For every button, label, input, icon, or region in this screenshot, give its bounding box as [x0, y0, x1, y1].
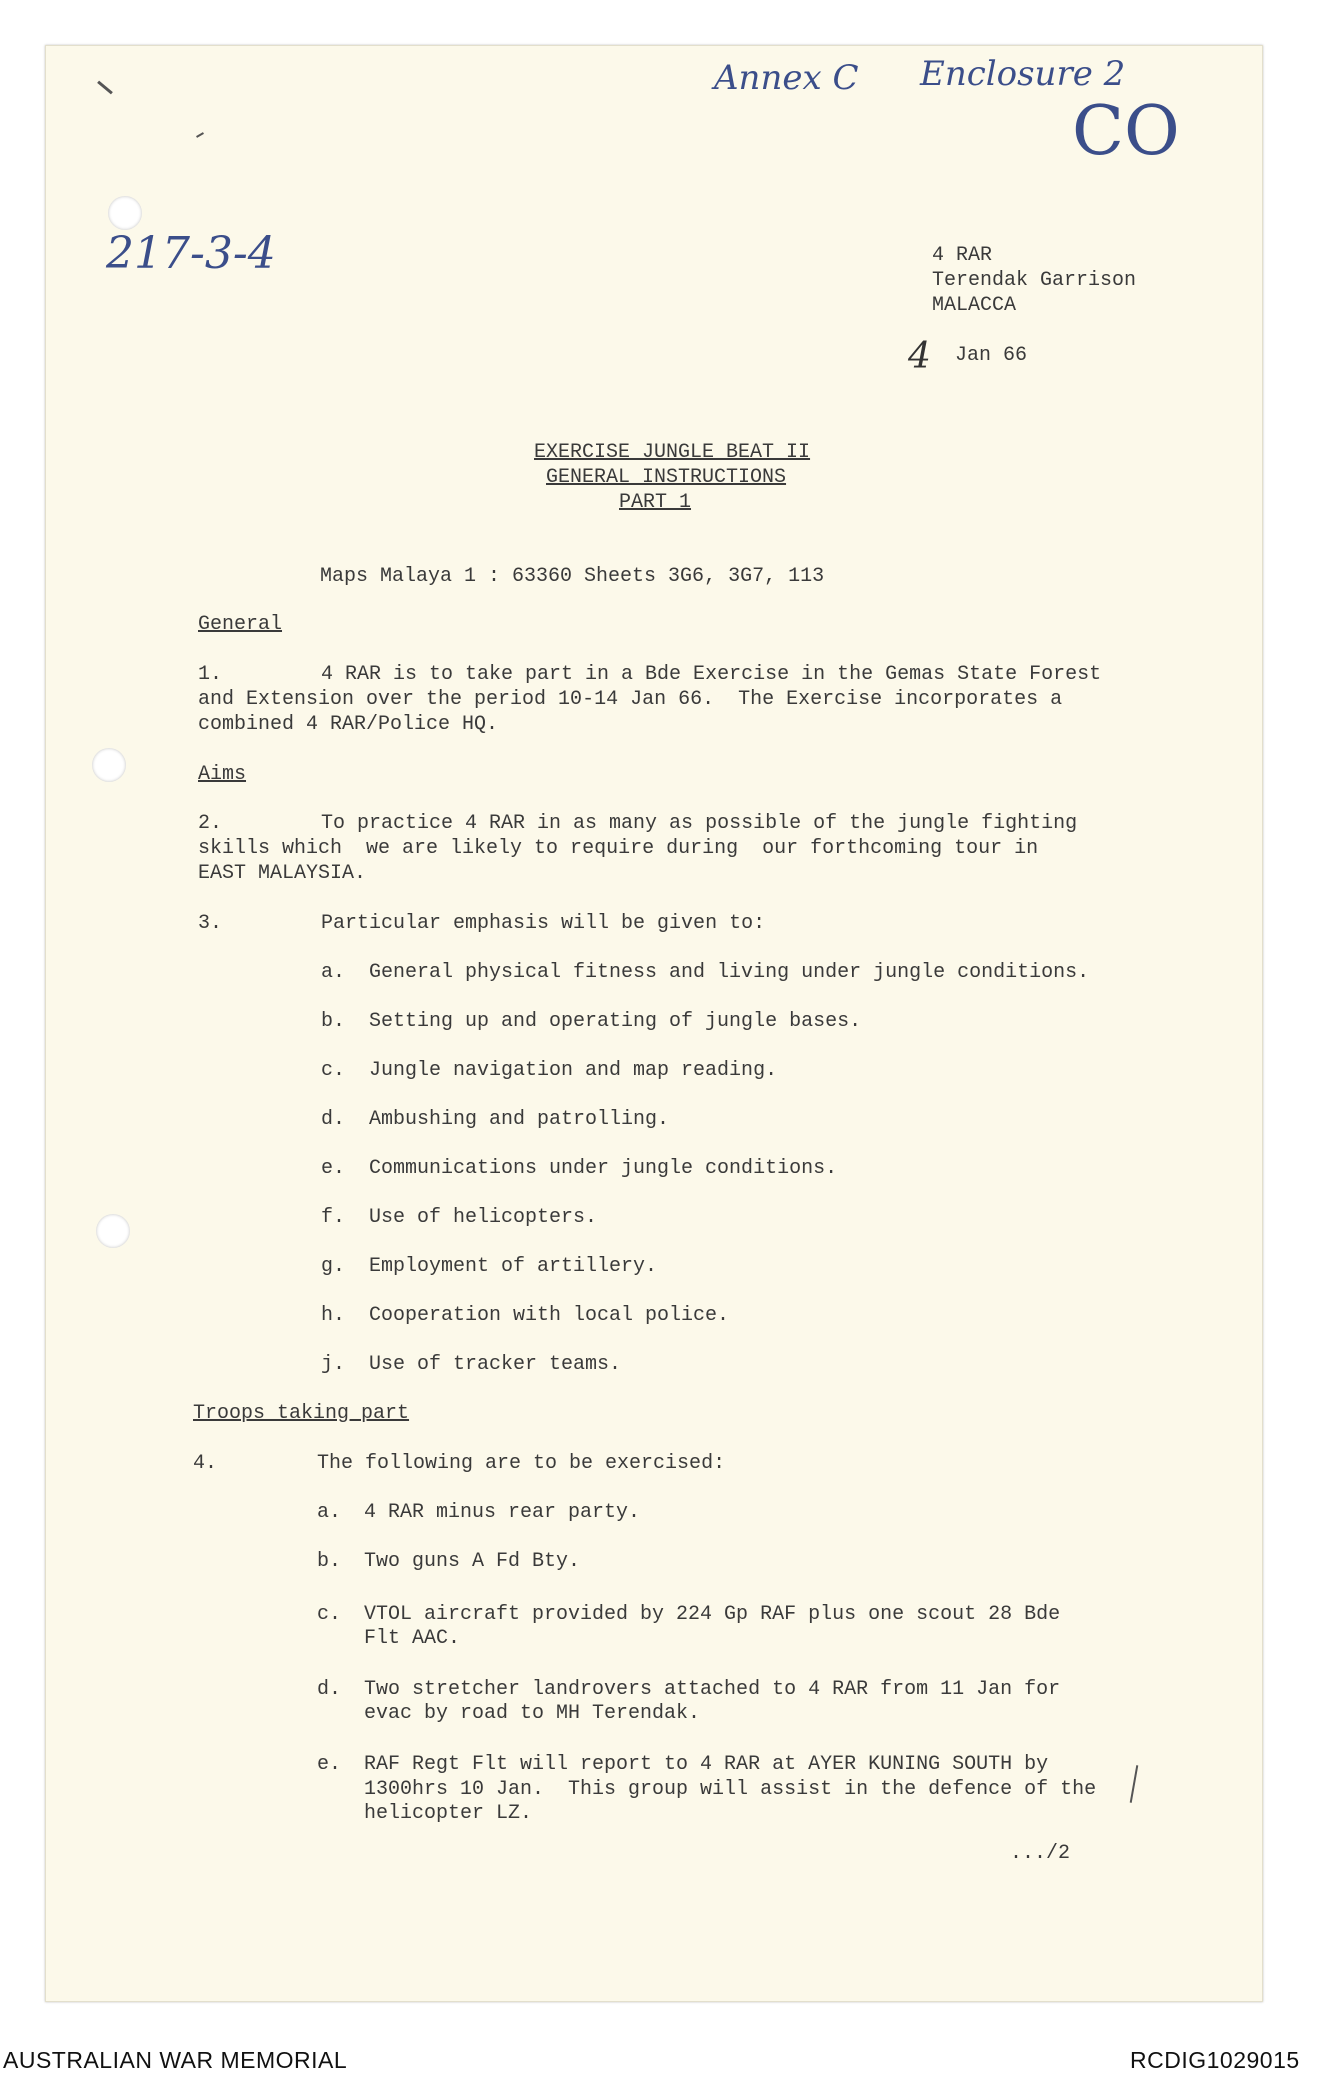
list-item-letter: e.: [317, 1753, 342, 1776]
para-2-number: 2.: [198, 812, 223, 835]
para-4-number: 4.: [193, 1452, 218, 1475]
list-item: Two guns A Fd Bty.: [364, 1550, 581, 1573]
list-item: Flt AAC.: [364, 1627, 461, 1650]
list-item-letter: a.: [317, 1501, 342, 1524]
address-place: MALACCA: [932, 294, 1017, 317]
list-item: General physical fitness and living under jungle conditions.: [369, 961, 1090, 984]
list-item: evac by road to MH Terendak.: [364, 1702, 701, 1725]
list-item-letter: b.: [317, 1550, 342, 1573]
list-item: Employment of artillery.: [369, 1255, 658, 1278]
para-3-number: 3.: [198, 912, 223, 935]
punch-hole: [92, 748, 126, 782]
para-1-line: combined 4 RAR/Police HQ.: [198, 713, 499, 736]
list-item: Cooperation with local police.: [369, 1304, 730, 1327]
title-line-3: PART 1: [619, 491, 692, 514]
para-2-line: To practice 4 RAR in as many as possible of the jungle fighting: [321, 812, 1078, 835]
para-1-line: 4 RAR is to take part in a Bde Exercise in the Gemas State Forest: [321, 663, 1102, 686]
punch-hole: [108, 196, 142, 230]
address-garrison: Terendak Garrison: [932, 269, 1137, 292]
para-4-text: The following are to be exercised:: [317, 1452, 726, 1475]
list-item-letter: f.: [321, 1206, 346, 1229]
list-item-letter: h.: [321, 1304, 346, 1327]
list-item-letter: j.: [321, 1353, 346, 1376]
list-item: Use of helicopters.: [369, 1206, 598, 1229]
punch-hole: [96, 1214, 130, 1248]
list-item-letter: a.: [321, 961, 346, 984]
list-item-letter: d.: [321, 1108, 346, 1131]
title-line-1: EXERCISE JUNGLE BEAT II: [534, 441, 811, 464]
continued-marker: .../2: [1010, 1842, 1071, 1865]
heading-general: General: [198, 613, 283, 636]
list-item: RAF Regt Flt will report to 4 RAR at AYER KUNING SOUTH by: [364, 1753, 1049, 1776]
list-item-letter: g.: [321, 1255, 346, 1278]
para-3-text: Particular emphasis will be given to:: [321, 912, 766, 935]
handwritten-day: 4: [908, 336, 931, 377]
list-item: 4 RAR minus rear party.: [364, 1501, 641, 1524]
para-2-line: skills which we are likely to require during our forthcoming tour in: [198, 837, 1039, 860]
list-item-letter: d.: [317, 1678, 342, 1701]
list-item: Two stretcher landrovers attached to 4 RAR from 11 Jan for: [364, 1678, 1061, 1701]
maps-reference: Maps Malaya 1 : 63360 Sheets 3G6, 3G7, 113: [320, 565, 825, 588]
title-line-2: GENERAL INSTRUCTIONS: [546, 466, 787, 489]
handwritten-file-number: 217-3-4: [106, 228, 276, 279]
para-1-number: 1.: [198, 663, 223, 686]
list-item: Communications under jungle conditions.: [369, 1157, 838, 1180]
list-item: helicopter LZ.: [364, 1802, 533, 1825]
list-item: Setting up and operating of jungle bases.: [369, 1010, 862, 1033]
list-item: VTOL aircraft provided by 224 Gp RAF plus one scout 28 Bde: [364, 1603, 1061, 1626]
address-unit: 4 RAR: [932, 244, 993, 267]
footer-source: AUSTRALIAN WAR MEMORIAL: [3, 2047, 348, 2073]
handwritten-enclosure: Enclosure 2: [920, 54, 1126, 94]
list-item-letter: b.: [321, 1010, 346, 1033]
footer-record-id: RCDIG1029015: [1130, 2047, 1300, 2073]
list-item: Jungle navigation and map reading.: [369, 1059, 778, 1082]
handwritten-co: CO: [1072, 92, 1180, 171]
heading-troops: Troops taking part: [193, 1402, 410, 1425]
list-item: 1300hrs 10 Jan. This group will assist in the defence of the: [364, 1778, 1097, 1801]
handwritten-annex: Annex C: [714, 58, 859, 98]
para-1-line: and Extension over the period 10-14 Jan 66. The Exercise incorporates a: [198, 688, 1063, 711]
list-item: Ambushing and patrolling.: [369, 1108, 670, 1131]
list-item-letter: c.: [321, 1059, 346, 1082]
list-item-letter: e.: [321, 1157, 346, 1180]
document-date: Jan 66: [955, 344, 1028, 367]
list-item-letter: c.: [317, 1603, 342, 1626]
list-item: Use of tracker teams.: [369, 1353, 622, 1376]
para-2-line: EAST MALAYSIA.: [198, 862, 367, 885]
heading-aims: Aims: [198, 763, 247, 786]
